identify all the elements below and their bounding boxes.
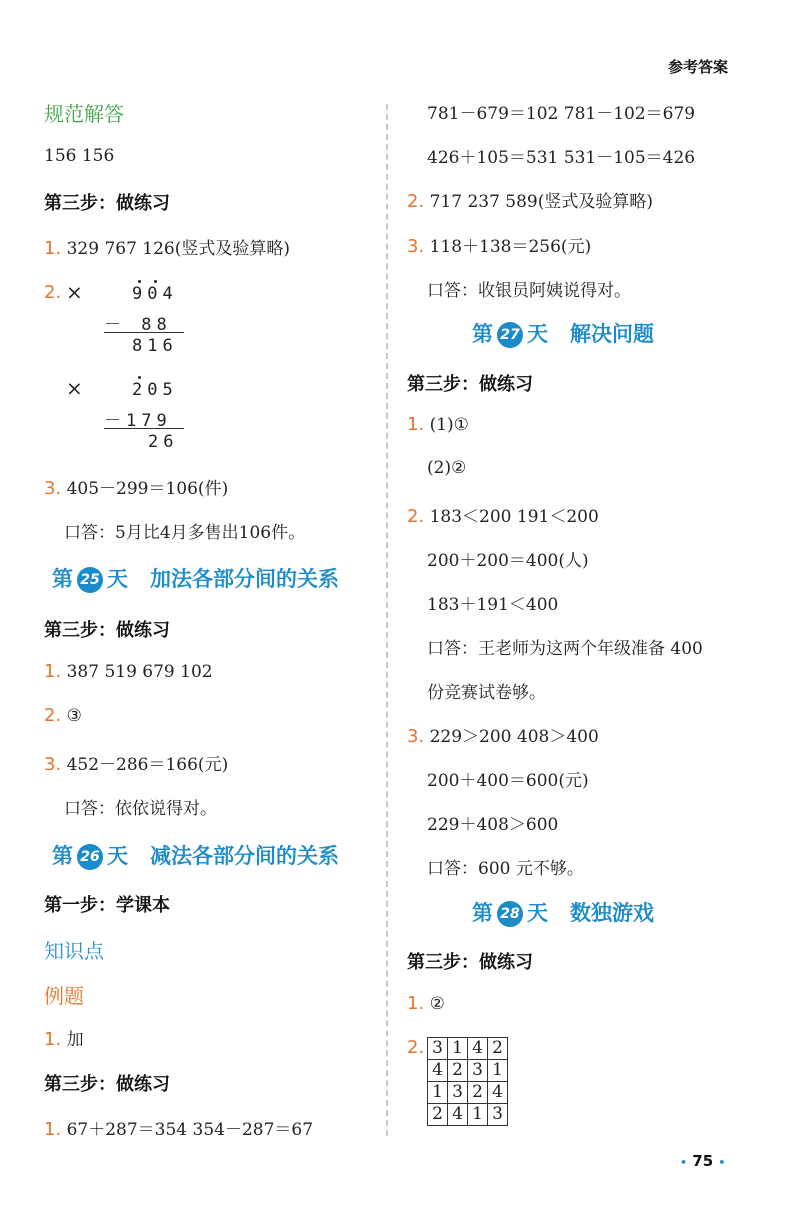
calc-rule bbox=[104, 428, 184, 429]
borrow-dot bbox=[154, 280, 157, 283]
oral-answer-cont: 份竞赛试卷够。 bbox=[427, 683, 546, 703]
item-number: 2. bbox=[44, 705, 62, 726]
item-text: 405－299＝106(件) bbox=[66, 479, 229, 499]
calc-rule bbox=[104, 332, 184, 333]
day-title: 解决问题 bbox=[570, 322, 654, 346]
sudoku-cell: 2 bbox=[428, 1104, 448, 1126]
oral-answer: 口答：依依说得对。 bbox=[64, 799, 217, 819]
knowledge-heading: 知识点 bbox=[44, 939, 104, 963]
vertical-calc-result: 26 bbox=[148, 432, 179, 452]
page-number-footer bbox=[680, 1152, 725, 1170]
day-number-badge: 25 bbox=[77, 567, 103, 593]
item-text: (1)① bbox=[429, 415, 469, 435]
item-text: ② bbox=[429, 994, 445, 1014]
exercise-item bbox=[407, 502, 599, 527]
item-text: ③ bbox=[66, 706, 82, 726]
sudoku-row bbox=[428, 1038, 508, 1060]
item-number: 2. bbox=[407, 1037, 425, 1058]
day-prefix: 第 bbox=[52, 567, 73, 591]
item-text: 387 519 679 102 bbox=[66, 662, 213, 682]
sudoku-cell: 4 bbox=[448, 1104, 468, 1126]
item-number: 1. bbox=[44, 1029, 62, 1050]
exercise-item bbox=[407, 993, 445, 1014]
exercise-item bbox=[44, 474, 228, 499]
exercise-item bbox=[407, 232, 591, 257]
day-prefix: 第 bbox=[472, 901, 493, 925]
exercise-item bbox=[44, 661, 213, 682]
day-heading bbox=[52, 840, 339, 870]
oral-answer: 口答：600 元不够。 bbox=[427, 859, 584, 879]
exercise-item bbox=[44, 1115, 313, 1140]
day-number-badge: 28 bbox=[497, 901, 523, 927]
item-text: 452－286＝166(元) bbox=[66, 755, 229, 775]
exercise-item bbox=[44, 750, 228, 775]
exercise-item bbox=[44, 1025, 84, 1050]
exercise-item bbox=[407, 187, 653, 212]
equation-line: 200＋400＝600(元) bbox=[427, 771, 589, 791]
vertical-calc-subtrahend: － 88 bbox=[104, 315, 172, 335]
item-number: 2. bbox=[44, 282, 62, 303]
day-heading bbox=[52, 563, 339, 593]
item-number: 1. bbox=[407, 993, 425, 1014]
standard-answer-values: 156 156 bbox=[44, 146, 115, 166]
sudoku-row bbox=[428, 1060, 508, 1082]
header-label: 参考答案 bbox=[667, 58, 728, 76]
step-heading: 第三步：做练习 bbox=[407, 952, 533, 973]
equation-line: 183＋191＜400 bbox=[427, 595, 559, 615]
standard-answer-heading: 规范解答 bbox=[44, 102, 124, 126]
sudoku-cell: 1 bbox=[428, 1082, 448, 1104]
item-text: 717 237 589(竖式及验算略) bbox=[429, 192, 654, 212]
sudoku-grid bbox=[427, 1037, 508, 1126]
sudoku-row bbox=[428, 1082, 508, 1104]
vertical-calc-top: 904 bbox=[132, 284, 178, 304]
item-number: 3. bbox=[407, 236, 425, 257]
sudoku-cell: 3 bbox=[448, 1082, 468, 1104]
vertical-calc-top: 205 bbox=[132, 380, 178, 400]
item-number: 3. bbox=[407, 726, 425, 747]
day-suffix: 天 bbox=[527, 322, 548, 346]
day-number-badge: 27 bbox=[497, 322, 523, 348]
oral-answer: 口答：王老师为这两个年级准备 400 bbox=[427, 639, 703, 659]
item-text: 329 767 126(竖式及验算略) bbox=[66, 239, 291, 259]
step-heading: 第三步：做练习 bbox=[44, 1074, 170, 1095]
vertical-calc-subtrahend: －179 bbox=[104, 411, 172, 431]
sudoku-cell: 2 bbox=[488, 1038, 508, 1060]
day-suffix: 天 bbox=[107, 844, 128, 868]
page-number: 75 bbox=[692, 1152, 714, 1170]
sudoku-cell: 1 bbox=[468, 1104, 488, 1126]
sudoku-cell: 2 bbox=[468, 1082, 488, 1104]
item-number: 1. bbox=[44, 1119, 62, 1140]
day-prefix: 第 bbox=[52, 844, 73, 868]
vertical-calc-result: 816 bbox=[132, 336, 178, 356]
day-suffix: 天 bbox=[107, 567, 128, 591]
equation-line: 781－679＝102 781－102＝679 bbox=[427, 104, 696, 124]
sudoku-cell: 4 bbox=[488, 1082, 508, 1104]
sudoku-cell: 1 bbox=[488, 1060, 508, 1082]
item-number: 1. bbox=[44, 661, 62, 682]
exercise-item bbox=[44, 705, 82, 726]
item-number: 2. bbox=[407, 191, 425, 212]
item-text: 229＞200 408＞400 bbox=[429, 727, 599, 747]
sudoku-cell: 2 bbox=[448, 1060, 468, 1082]
sudoku-cell: 3 bbox=[428, 1038, 448, 1060]
day-suffix: 天 bbox=[527, 901, 548, 925]
item-text: 加 bbox=[66, 1030, 84, 1050]
cross-mark: × bbox=[66, 280, 83, 304]
day-heading bbox=[472, 897, 654, 927]
step-heading: 第一步：学课本 bbox=[44, 895, 170, 916]
day-number-badge: 26 bbox=[77, 844, 103, 870]
sudoku-row bbox=[428, 1104, 508, 1126]
step-heading: 第三步：做练习 bbox=[44, 193, 170, 214]
equation-line: 426＋105＝531 531－105＝426 bbox=[427, 148, 696, 168]
sudoku-cell: 3 bbox=[488, 1104, 508, 1126]
exercise-item bbox=[407, 722, 599, 747]
borrow-dot bbox=[138, 376, 141, 379]
example-heading: 例题 bbox=[44, 984, 84, 1008]
item-number: 3. bbox=[44, 478, 62, 499]
day-title: 数独游戏 bbox=[570, 901, 654, 925]
step-heading: 第三步：做练习 bbox=[44, 620, 170, 641]
borrow-dot bbox=[138, 280, 141, 283]
item-text: 67＋287＝354 354－287＝67 bbox=[66, 1120, 314, 1140]
column-divider bbox=[386, 104, 388, 1136]
answer-line: (2)② bbox=[427, 458, 467, 478]
sudoku-cell: 3 bbox=[468, 1060, 488, 1082]
oral-answer: 口答：收银员阿姨说得对。 bbox=[427, 281, 631, 301]
footer-dot-left: • bbox=[680, 1156, 688, 1169]
item-text: 118＋138＝256(元) bbox=[429, 237, 592, 257]
exercise-item bbox=[407, 414, 469, 435]
day-title: 加法各部分间的关系 bbox=[150, 567, 339, 591]
item-number: 1. bbox=[44, 238, 62, 259]
step-heading: 第三步：做练习 bbox=[407, 374, 533, 395]
oral-answer: 口答：5月比4月多售出106件。 bbox=[64, 523, 306, 543]
item-text: 183＜200 191＜200 bbox=[429, 507, 599, 527]
day-title: 减法各部分间的关系 bbox=[150, 844, 339, 868]
exercise-item bbox=[44, 234, 290, 259]
sudoku-cell: 4 bbox=[428, 1060, 448, 1082]
item-number: 1. bbox=[407, 414, 425, 435]
equation-line: 200＋200＝400(人) bbox=[427, 551, 589, 571]
sudoku-cell: 1 bbox=[448, 1038, 468, 1060]
item-number: 2. bbox=[407, 506, 425, 527]
day-heading bbox=[472, 318, 654, 348]
equation-line: 229＋408＞600 bbox=[427, 815, 559, 835]
sudoku-cell: 4 bbox=[468, 1038, 488, 1060]
cross-mark: × bbox=[66, 376, 83, 400]
day-prefix: 第 bbox=[472, 322, 493, 346]
footer-dot-right: • bbox=[718, 1156, 726, 1169]
item-number: 3. bbox=[44, 754, 62, 775]
